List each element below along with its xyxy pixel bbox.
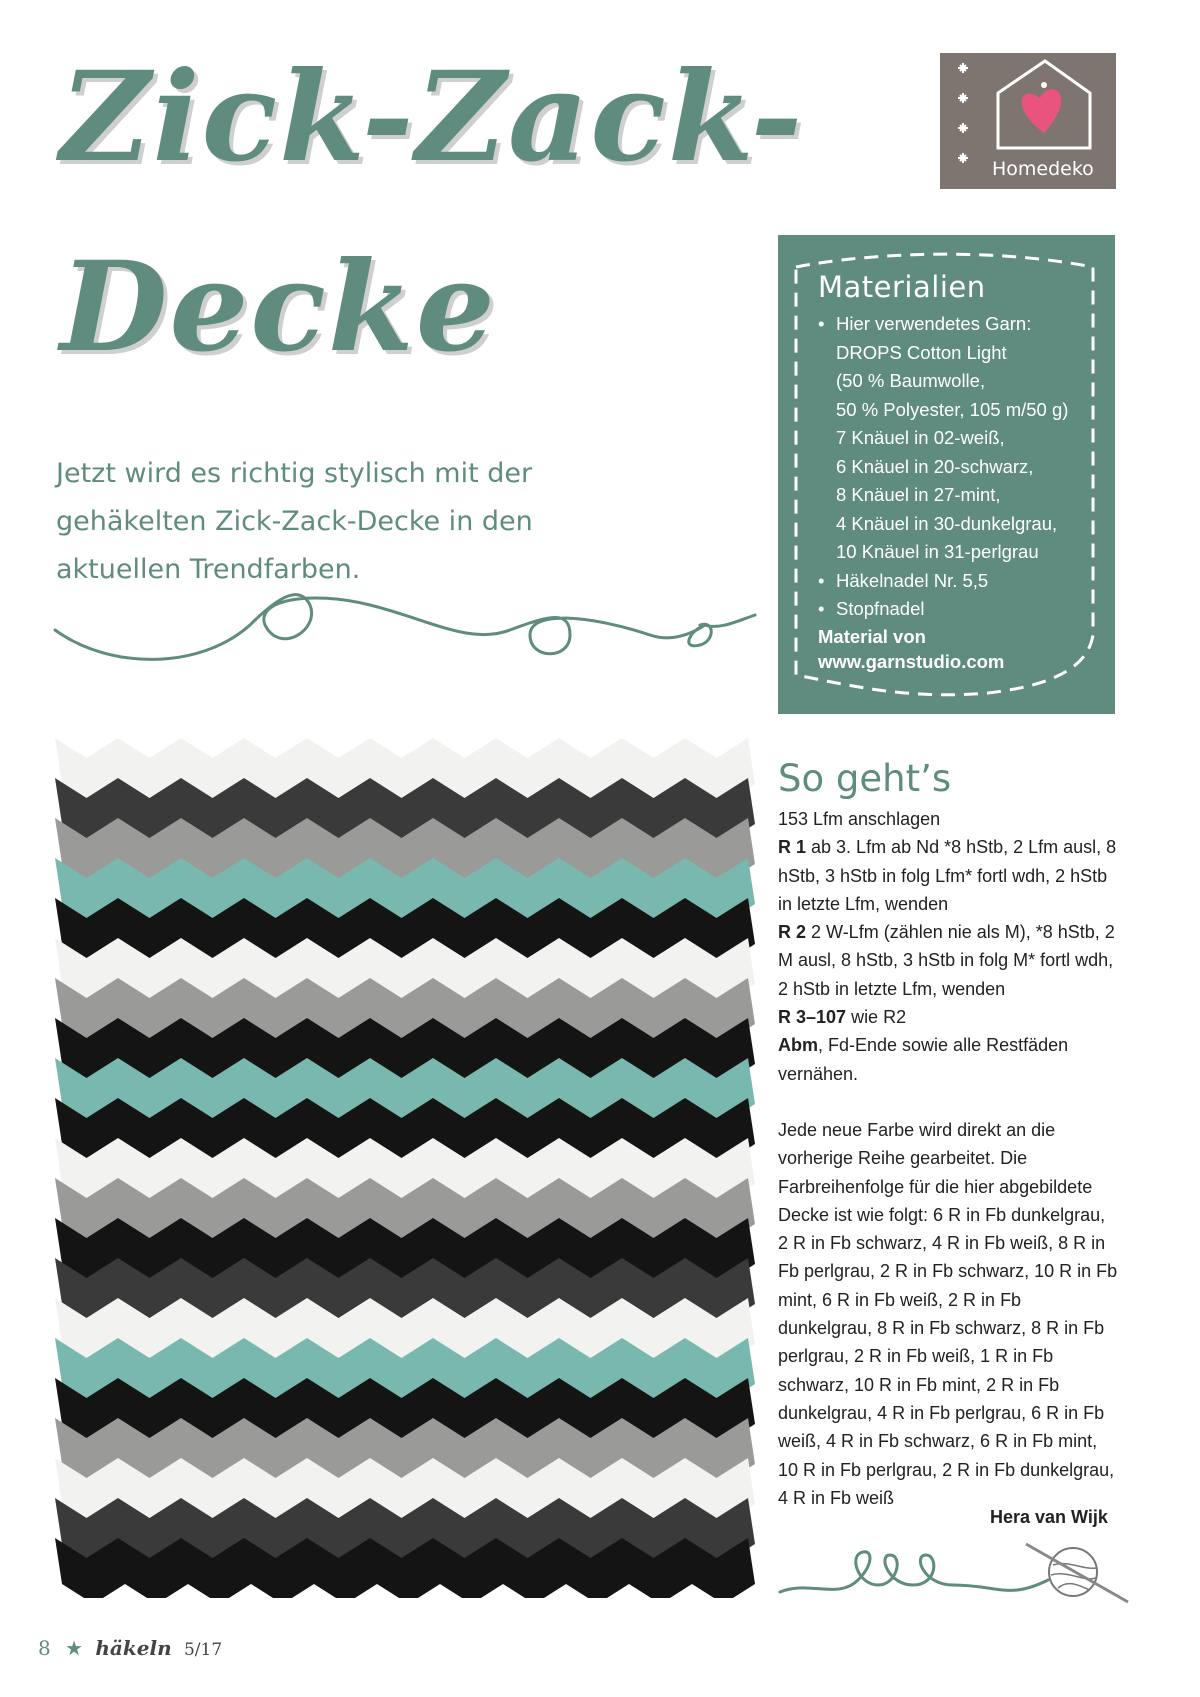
step-row-3-text: wie R2 <box>846 1007 907 1028</box>
magazine-name: häkeln <box>95 1636 172 1660</box>
step-row-3-label: R 3–107 <box>778 1007 847 1028</box>
materials-box <box>778 235 1115 714</box>
step-row-3 <box>778 1003 1118 1031</box>
materials-item: 7 Knäuel in 02-weiß, <box>836 427 1005 448</box>
step-row-2-label: R 2 <box>778 922 807 943</box>
author-name: Hera van Wijk <box>990 1507 1108 1527</box>
instructions <box>778 755 1118 1512</box>
issue-number: 5/17 <box>183 1640 223 1660</box>
star-icon: ★ <box>65 1636 84 1660</box>
step-finishing-text: , Fd-Ende sowie alle Restfäden vernähen. <box>778 1035 1069 1084</box>
page-number: 8 <box>38 1636 51 1660</box>
step-row-2 <box>778 918 1118 1003</box>
materials-item: • Stopfnadel <box>818 595 1098 624</box>
page-title-line-2: Decke <box>60 235 497 380</box>
homedeko-label: Homedeko <box>992 158 1094 180</box>
step-row-1-label: R 1 <box>778 837 807 858</box>
page-footer <box>38 1636 222 1660</box>
materials-item: DROPS Cotton Light <box>836 341 1007 363</box>
step-cast-on: 153 Lfm anschlagen <box>778 809 941 829</box>
page-title-line-1: Zick-Zack- <box>60 45 805 190</box>
materials-list <box>818 310 1098 624</box>
materials-item: • Häkelnadel Nr. 5,5 <box>818 567 1098 596</box>
instructions-steps <box>778 805 1118 1088</box>
materials-item: 10 Knäuel in 31-perlgrau <box>836 541 1039 562</box>
materials-item: • Hier verwendetes Garn: <box>818 310 1098 339</box>
materials-item: 50 % Polyester, 105 m/50 g) <box>836 398 1069 420</box>
instructions-title: So geht’s <box>778 757 952 800</box>
materials-title: Materialien <box>818 270 986 304</box>
materials-item: 4 Knäuel in 30-dunkelgrau, <box>836 512 1058 534</box>
materials-item: 8 Knäuel in 27-mint, <box>836 484 1001 505</box>
materials-source <box>818 624 1004 674</box>
step-finishing-label: Abm <box>778 1035 818 1056</box>
step-row-1 <box>778 833 1118 918</box>
color-sequence-text: Jede neue Farbe wird direkt an die vorherige Reihe gearbeitet. Die Farbreihenfolge für die hier abgebildete Decke ist wie folgt: 6 R in Fb dunkelgrau, 2 R in Fb schwarz, 4 R in Fb weiß, 8 R in Fb perlgrau, 2 R in Fb schwarz, 10 R in Fb mint, 6 R in Fb weiß, 2 R in Fb dunkelgrau, 8 R in Fb schwarz, 8 R in Fb perlgrau, 2 R in Fb weiß, 1 R in Fb schwarz, 10 R in Fb mint, 2 R in Fb dunkelgrau, 4 R in Fb perlgrau, 6 R in Fb weiß, 4 R in Fb schwarz, 6 R in Fb mint, 10 R in Fb perlgrau, 2 R in Fb dunkelgrau, 4 R in Fb weiß <box>778 1119 1118 1508</box>
step-finishing <box>778 1031 1118 1088</box>
zigzag-blanket-photo <box>55 728 755 1598</box>
intro-text: Jetzt wird es richtig stylisch mit der gehäkelten Zick-Zack-Decke in den aktuellen Trendfarben. <box>56 458 533 585</box>
yarn-ball-swirl-icon <box>778 1540 1138 1610</box>
homedeko-badge <box>940 53 1116 189</box>
step-row-1-text: ab 3. Lfm ab Nd *8 hStb, 2 Lfm ausl, 8 hStb, 3 hStb in folg Lfm* fortl wdh, 2 hStb in letzte Lfm, wenden <box>778 837 1117 914</box>
decorative-swirl-icon <box>50 575 760 685</box>
materials-source-link[interactable]: www.garnstudio.com <box>818 651 1005 672</box>
step-row-2-text: 2 W-Lfm (zählen nie als M), *8 hStb, 2 M ausl, 8 hStb, 3 hStb in folg M* fortl wdh, 2 hStb in letzte Lfm, wenden <box>778 922 1115 999</box>
materials-item: (50 % Baumwolle, <box>836 370 986 391</box>
materials-source-label: Material von <box>818 626 926 647</box>
materials-item: 6 Knäuel in 20-schwarz, <box>836 455 1034 477</box>
